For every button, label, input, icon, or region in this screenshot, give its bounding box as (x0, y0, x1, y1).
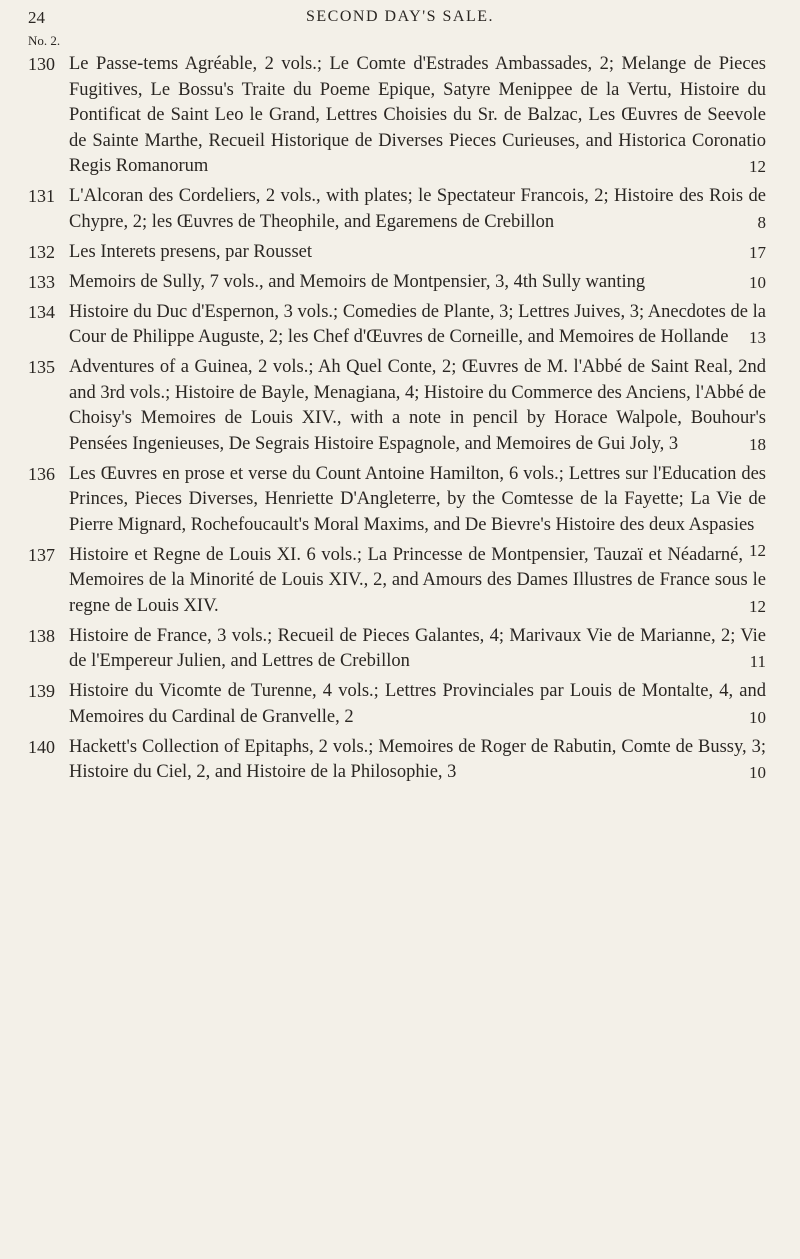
lot-description: Hackett's Collection of Epitaphs, 2 vols.; Memoires de Roger de Rabutin, Comte de Bussy, 3; Histoire du Ciel, 2, and Histoire de la Philosophie, 3 (69, 736, 766, 782)
lot-entry (28, 240, 770, 266)
lot-quantity: 12 (749, 541, 766, 560)
lot-number: 134 (28, 301, 55, 322)
lot-number: 138 (28, 625, 55, 646)
lot-text (69, 735, 770, 786)
lot-number: 137 (28, 544, 55, 565)
lot-quantity: 8 (757, 212, 766, 232)
sale-number: No. 2. (28, 33, 61, 48)
lot-number: 135 (28, 357, 55, 377)
lot-quantity: 12 (749, 596, 766, 616)
lot-text (69, 679, 770, 730)
lot-quantity: 10 (749, 272, 766, 292)
lot-quantity: 11 (749, 652, 766, 671)
lot-list (28, 52, 770, 790)
lot-text (69, 52, 770, 180)
lot-number: 140 (28, 736, 55, 757)
running-head: SECOND DAY'S SALE. (306, 8, 494, 25)
lot-number: 132 (28, 241, 55, 262)
lot-entry (28, 543, 770, 620)
lot-description: Les Interets presens, par Rousset (69, 241, 313, 262)
lot-number: 130 (28, 54, 55, 74)
lot-text (69, 462, 770, 560)
lot-quantity: 10 (749, 707, 766, 727)
lot-entry (28, 270, 770, 296)
lot-text (69, 624, 770, 675)
lot-quantity: 18 (749, 434, 766, 454)
lot-description: Histoire du Vicomte de Turenne, 4 vols.; Lettres Provinciales par Louis de Montalte, 4, and Memoires du Cardinal de Granvelle, 2 (69, 681, 766, 727)
lot-quantity: 12 (749, 157, 766, 176)
lot-description: Les Œuvres en prose et verse du Count Antoine Hamilton, 6 vols.; Lettres sur l'Education des Princes, Pieces Diverses, Henriette D'Angleterre, by the Comtesse de la Fayette; La Vie de Pierre Mignard, Rochefoucault's Moral Maxims, and De Bievre's Histoire des deux Aspasies (69, 463, 766, 535)
lot-text (69, 240, 770, 266)
lot-number: 136 (28, 463, 55, 484)
lot-quantity: 13 (749, 328, 766, 347)
lot-description: L'Alcoran des Cordeliers, 2 vols., with plates; le Spectateur Francois, 2; Histoire des Rois de Chypre, 2; les Œuvres de Theophile, and Egaremens de Crebillon (69, 186, 766, 232)
lot-entry (28, 679, 770, 730)
page-number: 24 (28, 8, 45, 27)
lot-text (69, 270, 770, 296)
lot-number: 139 (28, 681, 55, 701)
lot-text (69, 355, 770, 457)
lot-description: Memoirs de Sully, 7 vols., and Memoirs de Montpensier, 3, 4th Sully wanting (69, 271, 646, 292)
lot-entry (28, 300, 770, 351)
lot-quantity: 10 (749, 763, 766, 782)
lot-text (69, 543, 770, 620)
lot-entry (28, 52, 770, 180)
lot-entry (28, 624, 770, 675)
lot-text (69, 184, 770, 235)
lot-description: Histoire du Duc d'Espernon, 3 vols.; Comedies de Plante, 3; Lettres Juives, 3; Anecdotes de la Cour de Philippe Auguste, 2; les Chef d'Œuvres de Corneille, and Memoires de Hollande (69, 301, 766, 347)
lot-number: 133 (28, 271, 55, 292)
lot-description: Adventures of a Guinea, 2 vols.; Ah Quel Conte, 2; Œuvres de M. l'Abbé de Saint Real, 2nd and 3rd vols.; Histoire de Bayle, Menagiana, 4; Histoire du Commerce des Anciens, l'Abbé de Choisy's Memoires de Louis XIV., with a note in pencil by Horace Walpole, Bouhour's Pensées Ingenieuses, De Segrais Histoire Espagnole, and Memoires de Gui Joly, 3 (69, 357, 766, 454)
lot-entry (28, 355, 770, 457)
lot-entry (28, 735, 770, 786)
lot-text (69, 300, 770, 351)
lot-description: Histoire et Regne de Louis XI. 6 vols.; La Princesse de Montpensier, Tauzaï et Néadarné, Memoires de la Minorité de Louis XIV., 2, and Amours des Dames Illustres de France sous le regne de Louis XIV. (69, 544, 766, 616)
lot-entry (28, 184, 770, 235)
lot-number: 131 (28, 186, 55, 206)
lot-description: Histoire de France, 3 vols.; Recueil de Pieces Galantes, 4; Marivaux Vie de Marianne, 2; Vie de l'Empereur Julien, and Lettres de Crebillon (69, 625, 766, 671)
lot-quantity: 17 (749, 242, 766, 262)
lot-description: Le Passe-tems Agréable, 2 vols.; Le Comte d'Estrades Ambassades, 2; Melange de Pieces Fugitives, Le Bossu's Traite du Poeme Epique, Satyre Menippee de la Vertu, Histoire du Pontificat de Saint Leo le Grand, Lettres Choisies du Sr. de Balzac, Les Œuvres de Seevole de Sainte Marthe, Recueil Historique de Diverses Pieces Curieuses, and Historica Coronatio Regis Romanorum (69, 54, 766, 176)
